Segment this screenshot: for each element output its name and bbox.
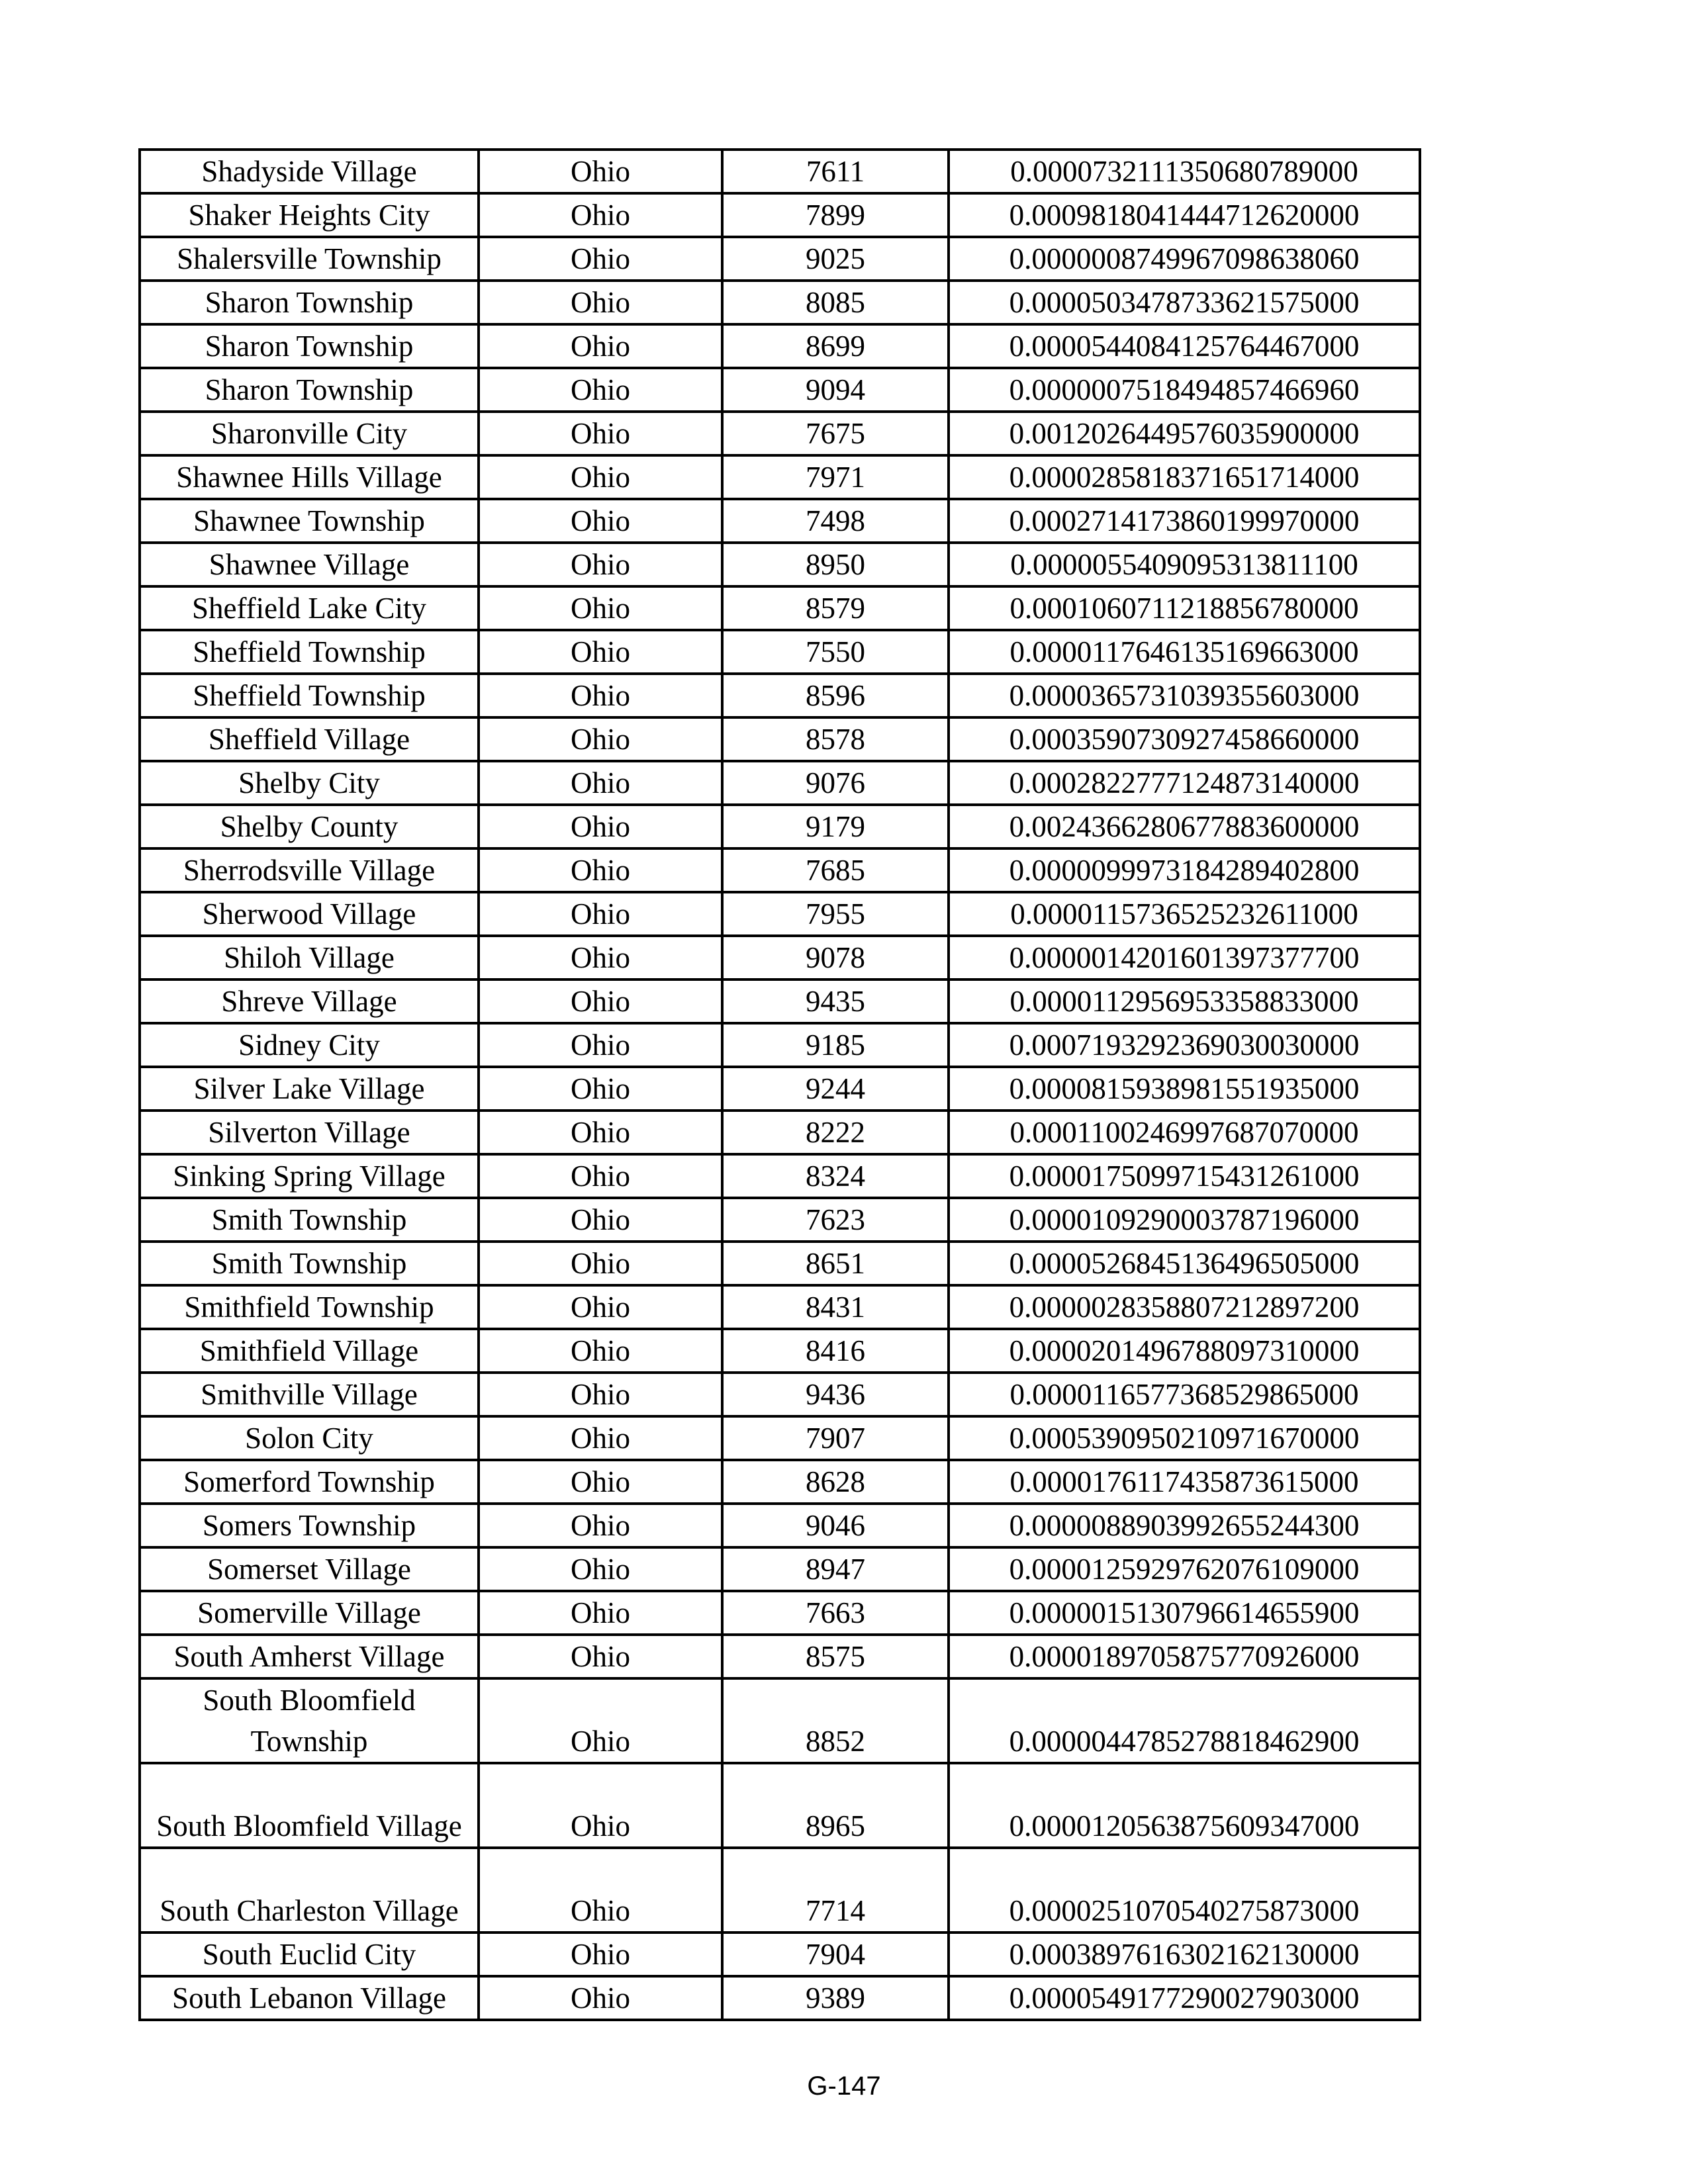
code-cell: 7904 — [722, 1933, 949, 1976]
share-cell: 0.0012026449576035900000 — [949, 412, 1420, 455]
table-row — [140, 805, 1420, 848]
share-cell: 0.0000014201601397377700 — [949, 936, 1420, 979]
municipality-cell: Shaker Heights City — [140, 193, 479, 237]
code-cell: 7955 — [722, 892, 949, 936]
table-row — [140, 1416, 1420, 1460]
share-cell: 0.0000549177290027903000 — [949, 1976, 1420, 2020]
code-cell: 9244 — [722, 1067, 949, 1111]
table-row — [140, 324, 1420, 368]
table-row — [140, 630, 1420, 674]
share-cell: 0.0007193292369030030000 — [949, 1023, 1420, 1067]
state-cell: Ohio — [479, 1198, 722, 1242]
state-cell: Ohio — [479, 281, 722, 324]
table-row — [140, 1933, 1420, 1976]
table-row — [140, 193, 1420, 237]
table-row — [140, 281, 1420, 324]
table-body — [140, 150, 1420, 2020]
table-row — [140, 1848, 1420, 1933]
table-row — [140, 1373, 1420, 1416]
table-row — [140, 848, 1420, 892]
code-cell: 8628 — [722, 1460, 949, 1504]
code-cell: 8578 — [722, 717, 949, 761]
municipality-cell: Sharonville City — [140, 412, 479, 455]
municipality-cell: South Bloomfield Village — [140, 1763, 479, 1848]
code-cell: 7714 — [722, 1848, 949, 1933]
code-cell: 8579 — [722, 586, 949, 630]
share-cell: 0.0000088903992655244300 — [949, 1504, 1420, 1547]
share-cell: 0.0000251070540275873000 — [949, 1848, 1420, 1933]
share-cell: 0.0005390950210971670000 — [949, 1416, 1420, 1460]
share-cell: 0.0000732111350680789000 — [949, 150, 1420, 193]
state-cell: Ohio — [479, 1591, 722, 1635]
state-cell: Ohio — [479, 324, 722, 368]
table-row — [140, 237, 1420, 281]
state-cell: Ohio — [479, 848, 722, 892]
table-row — [140, 150, 1420, 193]
code-cell: 7550 — [722, 630, 949, 674]
table-row — [140, 586, 1420, 630]
code-cell: 9185 — [722, 1023, 949, 1067]
municipality-cell: Shawnee Township — [140, 499, 479, 543]
state-cell: Ohio — [479, 1416, 722, 1460]
state-cell: Ohio — [479, 1242, 722, 1285]
share-cell: 0.0000201496788097310000 — [949, 1329, 1420, 1373]
share-cell: 0.0001100246997687070000 — [949, 1111, 1420, 1154]
state-cell: Ohio — [479, 936, 722, 979]
municipality-cell: Sheffield Village — [140, 717, 479, 761]
table-row — [140, 979, 1420, 1023]
municipality-cell: Sharon Township — [140, 281, 479, 324]
table-row — [140, 936, 1420, 979]
code-cell: 9094 — [722, 368, 949, 412]
municipality-cell: Shelby County — [140, 805, 479, 848]
municipality-cell: Somers Township — [140, 1504, 479, 1547]
code-cell: 8431 — [722, 1285, 949, 1329]
municipality-cell: Sherrodsville Village — [140, 848, 479, 892]
table-row — [140, 368, 1420, 412]
table-row — [140, 1329, 1420, 1373]
municipality-cell: Smith Township — [140, 1242, 479, 1285]
code-cell: 9046 — [722, 1504, 949, 1547]
state-cell: Ohio — [479, 499, 722, 543]
state-cell: Ohio — [479, 1635, 722, 1678]
table-row — [140, 455, 1420, 499]
state-cell: Ohio — [479, 674, 722, 717]
table-row — [140, 1763, 1420, 1848]
municipality-cell: Smithville Village — [140, 1373, 479, 1416]
code-cell: 8222 — [722, 1111, 949, 1154]
municipality-cell: Shawnee Village — [140, 543, 479, 586]
municipality-cell: Silver Lake Village — [140, 1067, 479, 1111]
share-cell: 0.0000815938981551935000 — [949, 1067, 1420, 1111]
table-row — [140, 761, 1420, 805]
code-cell: 7675 — [722, 412, 949, 455]
share-cell: 0.0002714173860199970000 — [949, 499, 1420, 543]
state-cell: Ohio — [479, 717, 722, 761]
share-cell: 0.0000112956953358833000 — [949, 979, 1420, 1023]
state-cell: Ohio — [479, 455, 722, 499]
code-cell: 8947 — [722, 1547, 949, 1591]
share-cell: 0.0000117646135169663000 — [949, 630, 1420, 674]
table-row — [140, 1547, 1420, 1591]
municipality-cell: Smith Township — [140, 1198, 479, 1242]
share-cell: 0.0000099973184289402800 — [949, 848, 1420, 892]
share-cell: 0.0000175099715431261000 — [949, 1154, 1420, 1198]
table-row — [140, 1023, 1420, 1067]
state-cell: Ohio — [479, 543, 722, 586]
code-cell: 7663 — [722, 1591, 949, 1635]
state-cell: Ohio — [479, 237, 722, 281]
code-cell: 7623 — [722, 1198, 949, 1242]
share-cell: 0.0000176117435873615000 — [949, 1460, 1420, 1504]
share-cell: 0.0000015130796614655900 — [949, 1591, 1420, 1635]
share-cell: 0.0000125929762076109000 — [949, 1547, 1420, 1591]
municipality-cell: Sherwood Village — [140, 892, 479, 936]
municipality-cell: Sharon Township — [140, 368, 479, 412]
code-cell: 9436 — [722, 1373, 949, 1416]
share-cell: 0.0000109290003787196000 — [949, 1198, 1420, 1242]
table-row — [140, 1460, 1420, 1504]
code-cell: 9435 — [722, 979, 949, 1023]
share-cell: 0.0002822777124873140000 — [949, 761, 1420, 805]
table-row — [140, 1976, 1420, 2020]
municipality-cell: South Amherst Village — [140, 1635, 479, 1678]
municipality-cell: Shalersville Township — [140, 237, 479, 281]
state-cell: Ohio — [479, 150, 722, 193]
share-cell: 0.0003590730927458660000 — [949, 717, 1420, 761]
code-cell: 8416 — [722, 1329, 949, 1373]
code-cell: 7498 — [722, 499, 949, 543]
share-cell: 0.0003897616302162130000 — [949, 1933, 1420, 1976]
share-cell: 0.0000008749967098638060 — [949, 237, 1420, 281]
municipality-cell: South Euclid City — [140, 1933, 479, 1976]
state-cell: Ohio — [479, 1067, 722, 1111]
state-cell: Ohio — [479, 1460, 722, 1504]
state-cell: Ohio — [479, 1547, 722, 1591]
page-number: G-147 — [807, 2071, 881, 2101]
municipality-cell: Smithfield Township — [140, 1285, 479, 1329]
share-cell: 0.0000007518494857466960 — [949, 368, 1420, 412]
code-cell: 7899 — [722, 193, 949, 237]
code-cell: 7907 — [722, 1416, 949, 1460]
share-cell: 0.0009818041444712620000 — [949, 193, 1420, 237]
municipality-cell: Shadyside Village — [140, 150, 479, 193]
code-cell: 7611 — [722, 150, 949, 193]
table-row — [140, 674, 1420, 717]
state-cell: Ohio — [479, 1848, 722, 1933]
state-cell: Ohio — [479, 1933, 722, 1976]
share-cell: 0.0000189705875770926000 — [949, 1635, 1420, 1678]
state-cell: Ohio — [479, 586, 722, 630]
share-cell: 0.0000044785278818462900 — [949, 1678, 1420, 1763]
state-cell: Ohio — [479, 1504, 722, 1547]
share-cell: 0.0000285818371651714000 — [949, 455, 1420, 499]
table-row — [140, 1067, 1420, 1111]
table-row — [140, 1678, 1420, 1763]
state-cell: Ohio — [479, 1763, 722, 1848]
municipality-cell: Somerford Township — [140, 1460, 479, 1504]
state-cell: Ohio — [479, 193, 722, 237]
code-cell: 8324 — [722, 1154, 949, 1198]
state-cell: Ohio — [479, 761, 722, 805]
data-table — [138, 148, 1421, 2021]
share-cell: 0.0000503478733621575000 — [949, 281, 1420, 324]
code-cell: 9025 — [722, 237, 949, 281]
state-cell: Ohio — [479, 1329, 722, 1373]
table-row — [140, 1154, 1420, 1198]
municipality-cell: Sharon Township — [140, 324, 479, 368]
municipality-cell: Smithfield Village — [140, 1329, 479, 1373]
state-cell: Ohio — [479, 892, 722, 936]
municipality-cell: Sheffield Township — [140, 630, 479, 674]
municipality-cell: Sinking Spring Village — [140, 1154, 479, 1198]
state-cell: Ohio — [479, 979, 722, 1023]
municipality-cell: Shawnee Hills Village — [140, 455, 479, 499]
code-cell: 9389 — [722, 1976, 949, 2020]
municipality-cell: Shelby City — [140, 761, 479, 805]
municipality-cell: Sheffield Lake City — [140, 586, 479, 630]
code-cell: 8596 — [722, 674, 949, 717]
share-cell: 0.0000055409095313811100 — [949, 543, 1420, 586]
state-cell: Ohio — [479, 1111, 722, 1154]
municipality-cell: South Bloomfield Township — [140, 1678, 479, 1763]
municipality-cell: Somerville Village — [140, 1591, 479, 1635]
table-row — [140, 543, 1420, 586]
table-row — [140, 717, 1420, 761]
table-row — [140, 1591, 1420, 1635]
code-cell: 9078 — [722, 936, 949, 979]
code-cell: 8651 — [722, 1242, 949, 1285]
table-row — [140, 892, 1420, 936]
share-cell: 0.0000120563875609347000 — [949, 1763, 1420, 1848]
state-cell: Ohio — [479, 1285, 722, 1329]
municipality-cell: Sheffield Township — [140, 674, 479, 717]
table-row — [140, 1198, 1420, 1242]
code-cell: 7685 — [722, 848, 949, 892]
share-cell: 0.0001060711218856780000 — [949, 586, 1420, 630]
state-cell: Ohio — [479, 1023, 722, 1067]
state-cell: Ohio — [479, 1678, 722, 1763]
share-cell: 0.0000116577368529865000 — [949, 1373, 1420, 1416]
municipality-cell: Shreve Village — [140, 979, 479, 1023]
share-cell: 0.0000365731039355603000 — [949, 674, 1420, 717]
code-cell: 9076 — [722, 761, 949, 805]
municipality-cell: Solon City — [140, 1416, 479, 1460]
code-cell: 8699 — [722, 324, 949, 368]
state-cell: Ohio — [479, 1373, 722, 1416]
code-cell: 8965 — [722, 1763, 949, 1848]
code-cell: 7971 — [722, 455, 949, 499]
share-cell: 0.0000028358807212897200 — [949, 1285, 1420, 1329]
municipality-cell: South Lebanon Village — [140, 1976, 479, 2020]
share-cell: 0.0000115736525232611000 — [949, 892, 1420, 936]
state-cell: Ohio — [479, 805, 722, 848]
state-cell: Ohio — [479, 368, 722, 412]
share-cell: 0.0000526845136496505000 — [949, 1242, 1420, 1285]
municipality-cell: Silverton Village — [140, 1111, 479, 1154]
table-row — [140, 1111, 1420, 1154]
municipality-cell: Sidney City — [140, 1023, 479, 1067]
code-cell: 8950 — [722, 543, 949, 586]
share-cell: 0.0024366280677883600000 — [949, 805, 1420, 848]
table-row — [140, 1285, 1420, 1329]
municipality-cell: Somerset Village — [140, 1547, 479, 1591]
state-cell: Ohio — [479, 630, 722, 674]
table-row — [140, 499, 1420, 543]
code-cell: 8852 — [722, 1678, 949, 1763]
state-cell: Ohio — [479, 1154, 722, 1198]
table-row — [140, 1635, 1420, 1678]
table-row — [140, 412, 1420, 455]
code-cell: 9179 — [722, 805, 949, 848]
code-cell: 8085 — [722, 281, 949, 324]
table-row — [140, 1242, 1420, 1285]
state-cell: Ohio — [479, 1976, 722, 2020]
table-row — [140, 1504, 1420, 1547]
municipality-cell: South Charleston Village — [140, 1848, 479, 1933]
share-cell: 0.0000544084125764467000 — [949, 324, 1420, 368]
code-cell: 8575 — [722, 1635, 949, 1678]
state-cell: Ohio — [479, 412, 722, 455]
municipality-cell: Shiloh Village — [140, 936, 479, 979]
